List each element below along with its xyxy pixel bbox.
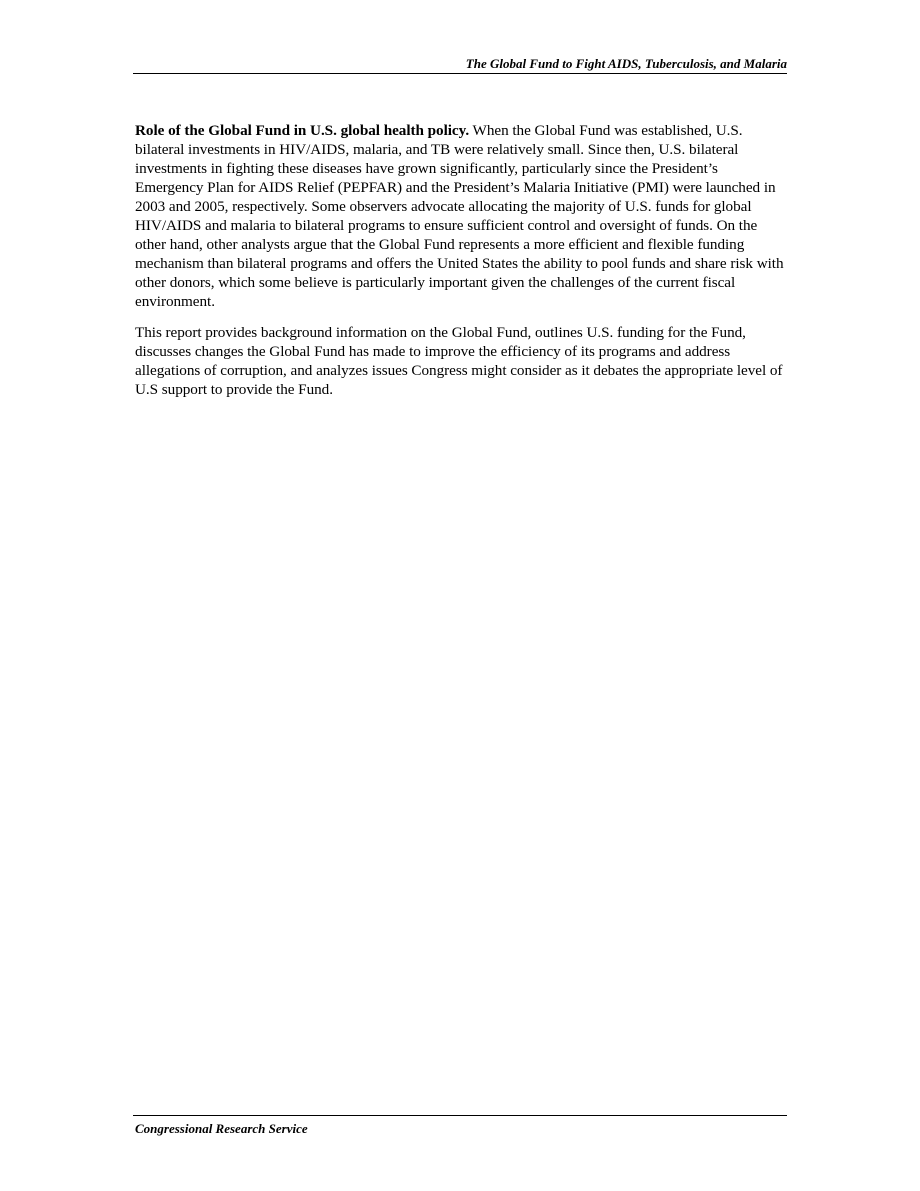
paragraph-report-overview: This report provides background information on the Global Fund, outlines U.S. funding for the Fund, discusses changes the Global Fund has made to improve the efficiency of its programs and address allegations of corruption, and analyzes issues Congress might consider as it debates the appropriate level of U.S support to provide the Fund. [135, 324, 783, 398]
header-divider [133, 73, 787, 74]
footer-divider [133, 1115, 787, 1116]
body-text [135, 121, 790, 411]
running-footer: Congressional Research Service [135, 1121, 308, 1136]
paragraph-body: When the Global Fund was established, U.S. bilateral investments in HIV/AIDS, malaria, and TB were relatively small. Since then, U.S. bilateral investments in fighting these diseases have grown significantly, particularly since the President’s Emergency Plan for AIDS Relief (PEPFAR) and the President’s Malaria Initiative (PMI) were launched in 2003 and 2005, respectively. Some observers advocate allocating the majority of U.S. funds for global HIV/AIDS and malaria to bilateral programs to ensure sufficient control and oversight of funds. On the other hand, other analysts argue that the Global Fund represents a more efficient and flexible funding mechanism than bilateral programs and offers the United States the ability to pool funds and share risk with other donors, which some believe is particularly important given the challenges of the current fiscal environment. [135, 122, 784, 310]
running-header: The Global Fund to Fight AIDS, Tuberculosis, and Malaria [465, 56, 787, 71]
paragraph-lead-in: Role of the Global Fund in U.S. global health policy. [135, 122, 470, 139]
paragraph-role-of-global-fund [135, 121, 790, 311]
